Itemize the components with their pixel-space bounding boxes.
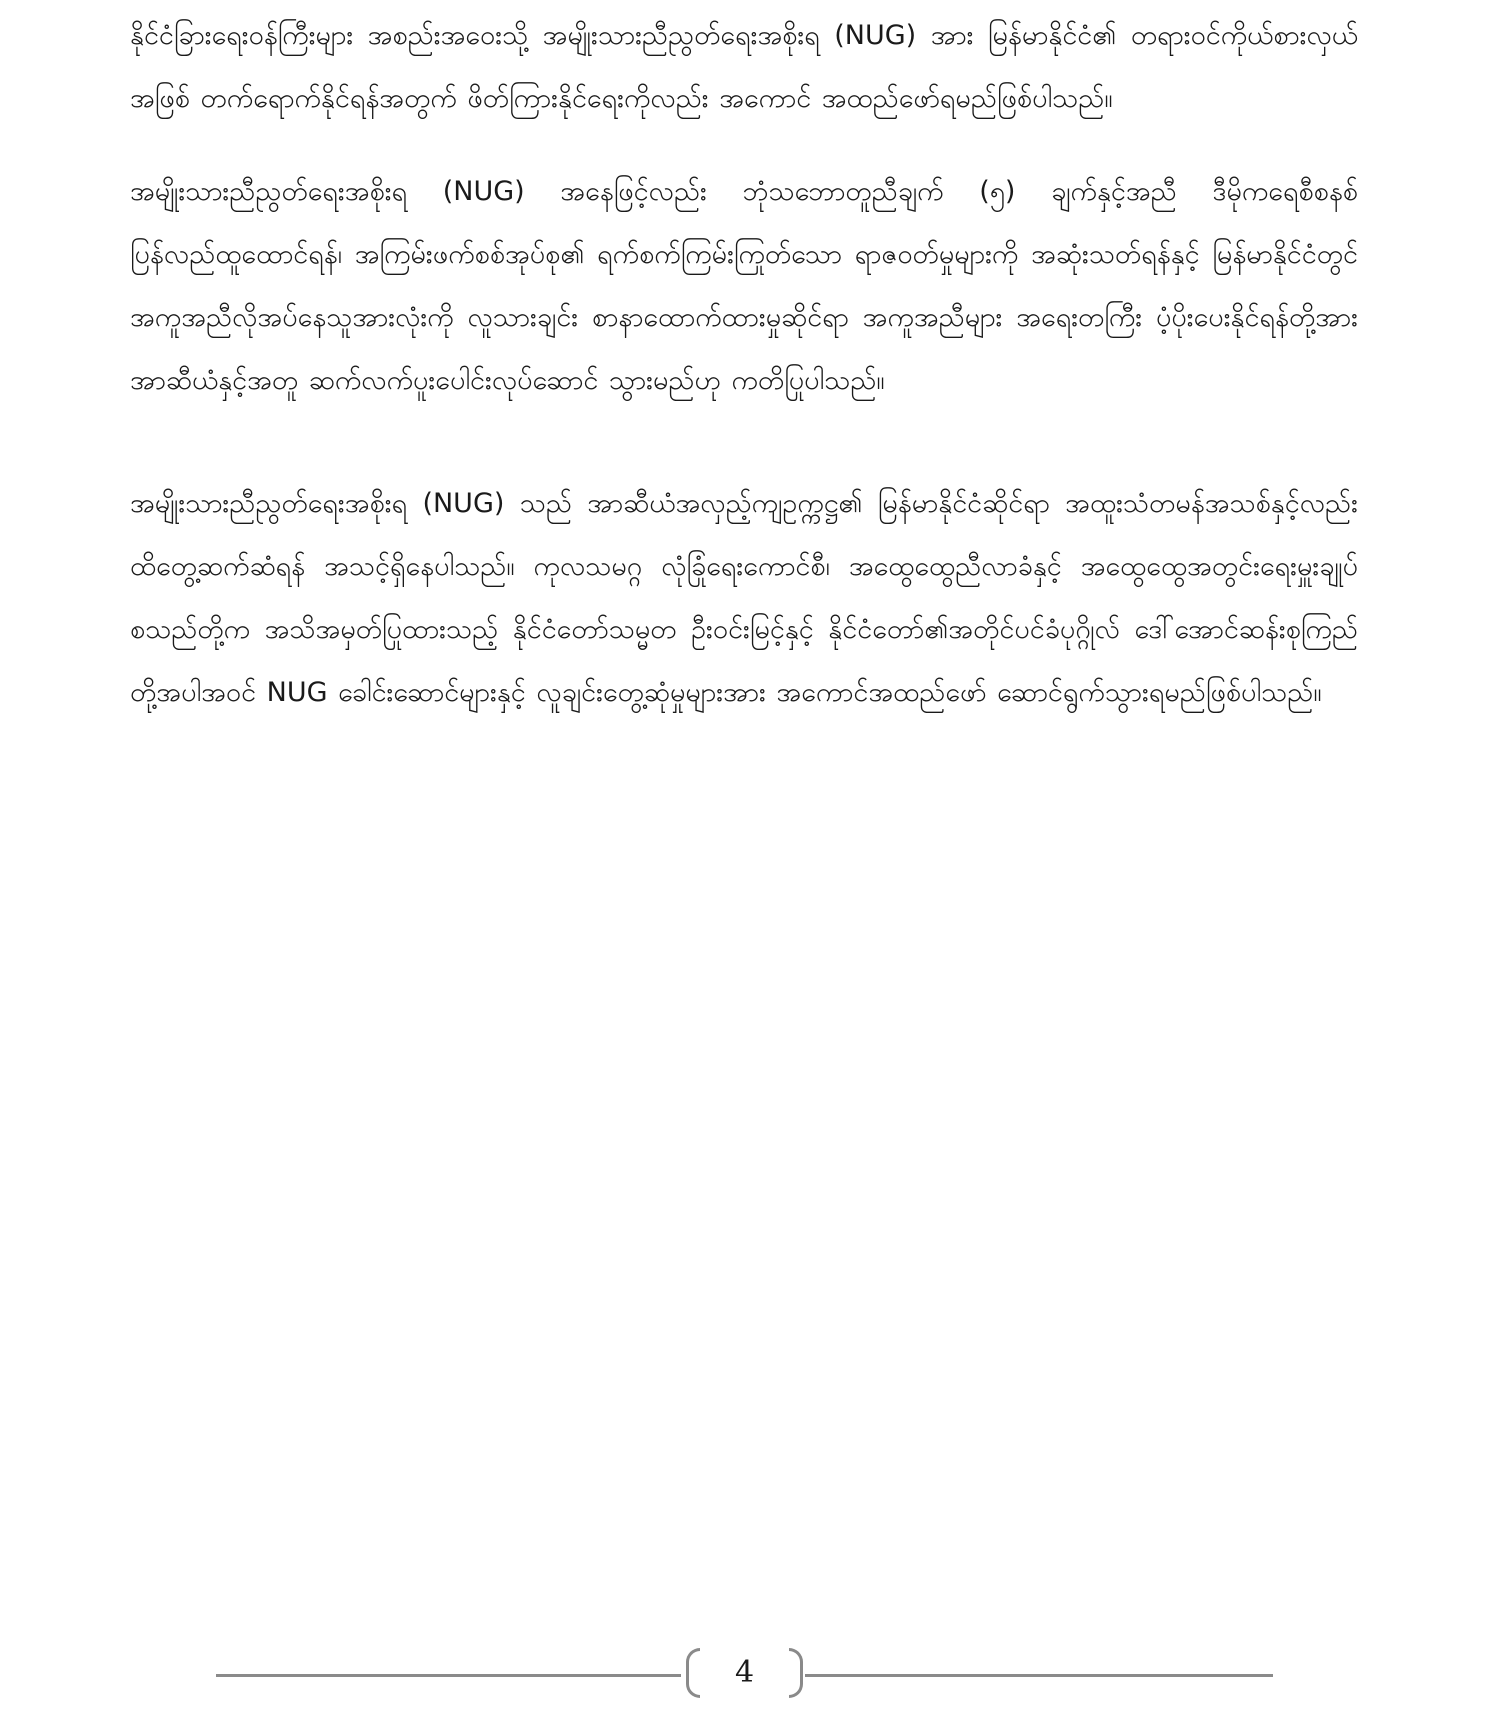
right-brace-icon	[789, 1648, 803, 1698]
page-number: 4	[734, 1655, 755, 1690]
paragraph-1: နိုင်ငံခြားရေးဝန်ကြီးများ အစည်းအဝေးသို့ အမျိုးသားညီညွတ်ရေးအစိုးရ (NUG) အား မြန်မာနိုင်ငံ၏ တရားဝင်ကိုယ်စားလှယ်အဖြစ် တက်ရောက်နိုင်ရန်အတွက် ဖိတ်ကြားနိုင်ရေးကိုလည်း အကောင် အထည်ဖော်ရမည်ဖြစ်ပါသည်။	[130, 20, 1358, 114]
paragraph-3: အမျိုးသားညီညွတ်ရေးအစိုးရ (NUG) သည် အာဆီယံအလှည့်ကျဥက္ကဋ္ဌ၏ မြန်မာနိုင်ငံဆိုင်ရာ အထူးသံတမန်အသစ်နှင့်လည်း ထိတွေ့ဆက်ဆံရန် အသင့်ရှိနေပါသည်။ ကုလသမဂ္ဂ လုံခြုံရေးကောင်စီ၊ အထွေထွေညီလာခံနှင့် အထွေထွေအတွင်းရေးမှူးချုပ်စသည်တို့က အသိအမှတ်ပြုထားသည့် နိုင်ငံတော်သမ္မတ ဦးဝင်းမြင့်နှင့် နိုင်ငံတော်၏အတိုင်ပင်ခံပုဂ္ဂိုလ် ဒေါ်အောင်ဆန်းစုကြည်တို့အပါအဝင် NUG ခေါင်းဆောင်များနှင့် လူချင်းတွေ့ဆုံမှုများအား အကောင်အထည်ဖော် ဆောင်ရွက်သွားရမည်ဖြစ်ပါသည်။	[130, 488, 1358, 708]
footer-rule-left	[216, 1674, 681, 1677]
page-footer	[0, 1640, 1487, 1710]
document-body	[130, 4, 1358, 724]
left-brace-icon	[686, 1648, 700, 1698]
footer-rule-right	[805, 1674, 1273, 1677]
paragraph-2: အမျိုးသားညီညွတ်ရေးအစိုးရ (NUG) အနေဖြင့်လည်း ဘုံသဘောတူညီချက် (၅) ချက်နှင့်အညီ ဒီမိုကရေစီစနစ်ပြန်လည်ထူထောင်ရန်၊ အကြမ်းဖက်စစ်အုပ်စု၏ ရက်စက်ကြမ်းကြုတ်သော ရာဇဝတ်မှုများကို အဆုံးသတ်ရန်နှင့် မြန်မာနိုင်ငံတွင် အကူအညီလိုအပ်နေသူအားလုံးကို လူသားချင်း စာနာထောက်ထားမှုဆိုင်ရာ အကူအညီများ အရေးတကြီး ပံ့ပိုးပေးနိုင်ရန်တို့အား အာဆီယံနှင့်အတူ ဆက်လက်ပူးပေါင်းလုပ်ဆောင် သွားမည်ဟု ကတိပြုပါသည်။	[130, 176, 1358, 396]
